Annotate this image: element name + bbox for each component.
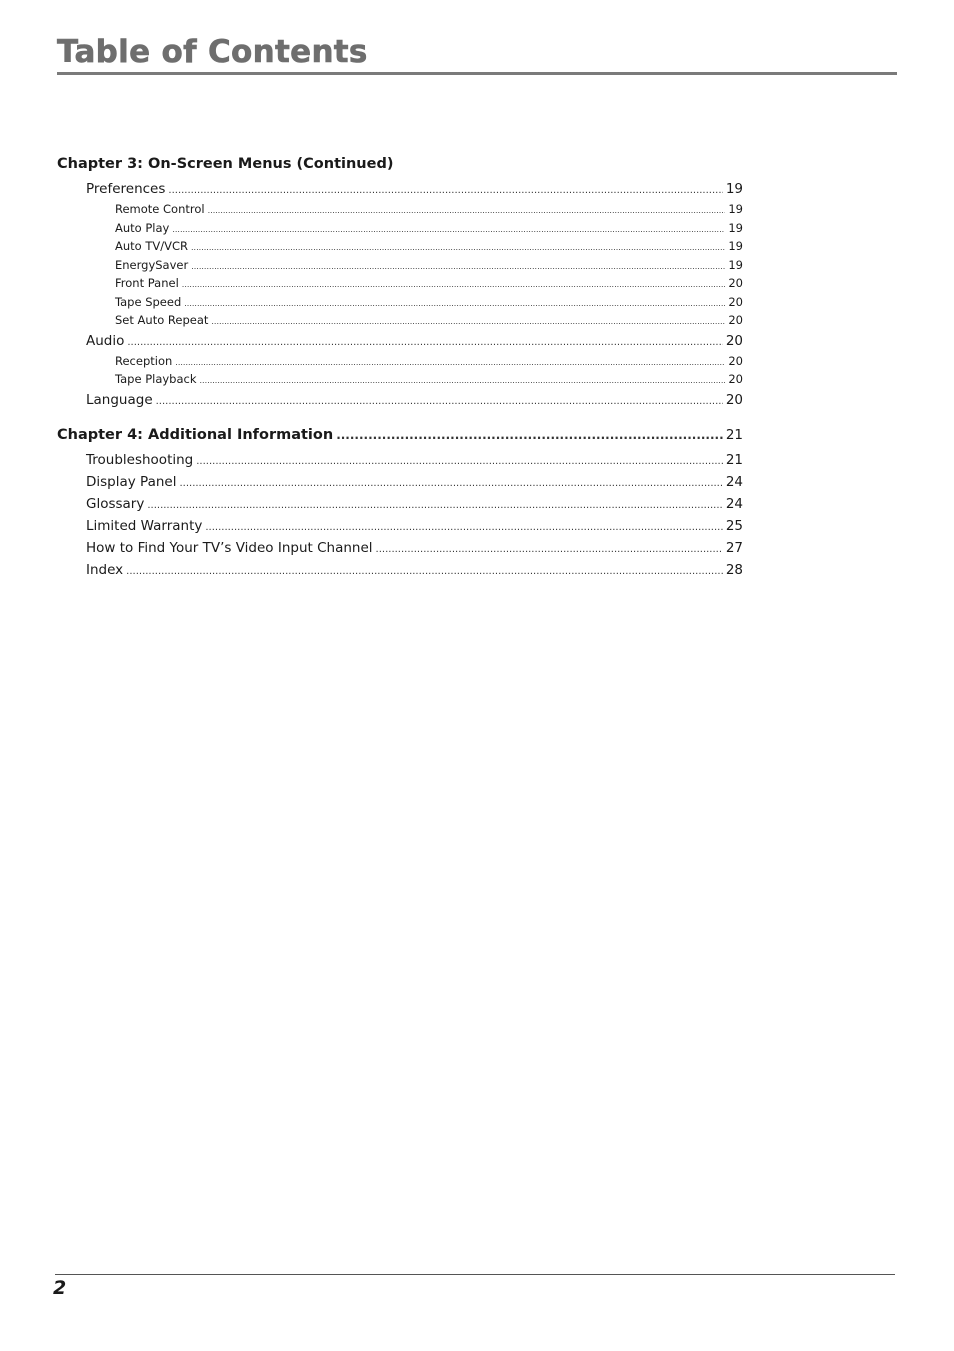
toc-entry-page: 19 bbox=[728, 239, 743, 253]
dot-leader bbox=[205, 517, 722, 537]
toc-entry-glossary[interactable] bbox=[57, 493, 743, 515]
toc-entry-label: Audio bbox=[86, 332, 125, 349]
toc-entry-page: 20 bbox=[725, 391, 743, 408]
dot-leader bbox=[168, 180, 722, 200]
toc-entry-label: Tape Playback bbox=[115, 372, 197, 386]
section-spacer bbox=[57, 411, 743, 421]
page-title: Table of Contents bbox=[57, 34, 368, 70]
dot-leader bbox=[147, 495, 722, 515]
dot-leader bbox=[126, 561, 723, 581]
toc-entry-page: 20 bbox=[728, 276, 743, 290]
toc-entry-page: 19 bbox=[725, 181, 743, 197]
toc-entry-label: Display Panel bbox=[86, 473, 177, 490]
toc-entry-label: Preferences bbox=[86, 181, 166, 197]
toc-entry-page: 20 bbox=[728, 353, 743, 368]
toc-entry-label: Glossary bbox=[86, 495, 145, 512]
toc-entry-label: Index bbox=[86, 561, 124, 578]
toc-entry-limited-warranty[interactable] bbox=[57, 515, 743, 537]
chapter-4-page: 21 bbox=[725, 426, 743, 443]
toc-entry-page: 20 bbox=[728, 294, 743, 309]
toc-entry-video-input-channel[interactable] bbox=[57, 537, 743, 559]
toc-entry-preferences[interactable] bbox=[57, 178, 743, 200]
title-divider bbox=[57, 72, 897, 75]
toc-entry-index[interactable] bbox=[57, 559, 743, 581]
toc-entry-label: Tape Speed bbox=[115, 294, 182, 309]
dot-leader bbox=[127, 332, 722, 352]
dot-leader bbox=[336, 421, 723, 449]
toc-entry-label: Remote Control bbox=[115, 202, 205, 216]
toc-entry-auto-play[interactable] bbox=[57, 219, 743, 238]
toc-entry-page: 24 bbox=[725, 495, 743, 512]
toc-entry-page: 20 bbox=[725, 332, 743, 349]
toc-entry-page: 25 bbox=[725, 517, 743, 534]
toc-entry-label: Set Auto Repeat bbox=[115, 313, 209, 327]
toc-entry-page: 21 bbox=[725, 451, 743, 468]
toc-entry-label: Language bbox=[86, 391, 153, 408]
dot-leader bbox=[184, 295, 725, 312]
toc-entry-energysaver[interactable] bbox=[57, 256, 743, 275]
footer-divider bbox=[55, 1274, 895, 1275]
dot-leader bbox=[175, 354, 725, 371]
dot-leader bbox=[172, 221, 725, 238]
toc-entry-label: Auto Play bbox=[115, 220, 170, 235]
chapter-4-label: Chapter 4: Additional Information bbox=[57, 426, 334, 443]
toc-entry-label: Troubleshooting bbox=[86, 451, 194, 468]
chapter-3-heading: Chapter 3: On-Screen Menus (Continued) bbox=[57, 156, 394, 172]
toc-entry-label: Limited Warranty bbox=[86, 517, 203, 534]
toc-entry-label: Reception bbox=[115, 353, 173, 368]
table-of-contents bbox=[57, 150, 743, 581]
dot-leader bbox=[156, 391, 723, 411]
toc-entry-tape-playback[interactable] bbox=[57, 370, 743, 389]
dot-leader bbox=[208, 202, 726, 219]
toc-entry-label: EnergySaver bbox=[115, 257, 189, 272]
toc-entry-page: 28 bbox=[725, 561, 743, 578]
toc-entry-label: How to Find Your TV’s Video Input Channel bbox=[86, 539, 373, 556]
toc-entry-page: 19 bbox=[728, 257, 743, 272]
dot-leader bbox=[196, 451, 723, 471]
dot-leader bbox=[376, 539, 723, 559]
toc-entry-auto-tv-vcr[interactable] bbox=[57, 237, 743, 256]
chapter-4-heading[interactable] bbox=[57, 421, 743, 449]
toc-entry-front-panel[interactable] bbox=[57, 274, 743, 293]
toc-entry-audio[interactable] bbox=[57, 330, 743, 352]
toc-entry-remote-control[interactable] bbox=[57, 200, 743, 219]
toc-entry-language[interactable] bbox=[57, 389, 743, 411]
toc-entry-label: Front Panel bbox=[115, 276, 179, 290]
toc-entry-page: 24 bbox=[725, 473, 743, 490]
dot-leader bbox=[179, 473, 722, 493]
toc-entry-set-auto-repeat[interactable] bbox=[57, 311, 743, 330]
dot-leader bbox=[200, 372, 726, 389]
page-number: 2 bbox=[53, 1277, 67, 1299]
dot-leader bbox=[211, 313, 725, 330]
toc-entry-tape-speed[interactable] bbox=[57, 293, 743, 312]
dot-leader bbox=[191, 239, 725, 256]
toc-entry-display-panel[interactable] bbox=[57, 471, 743, 493]
dot-leader bbox=[191, 258, 725, 275]
toc-entry-label: Auto TV/VCR bbox=[115, 239, 189, 253]
dot-leader bbox=[182, 276, 726, 293]
toc-entry-page: 19 bbox=[728, 220, 743, 235]
toc-entry-page: 19 bbox=[728, 202, 743, 216]
toc-entry-reception[interactable] bbox=[57, 352, 743, 371]
toc-entry-page: 20 bbox=[728, 372, 743, 386]
toc-entry-troubleshooting[interactable] bbox=[57, 449, 743, 471]
toc-entry-page: 27 bbox=[725, 539, 743, 556]
toc-entry-page: 20 bbox=[728, 313, 743, 327]
